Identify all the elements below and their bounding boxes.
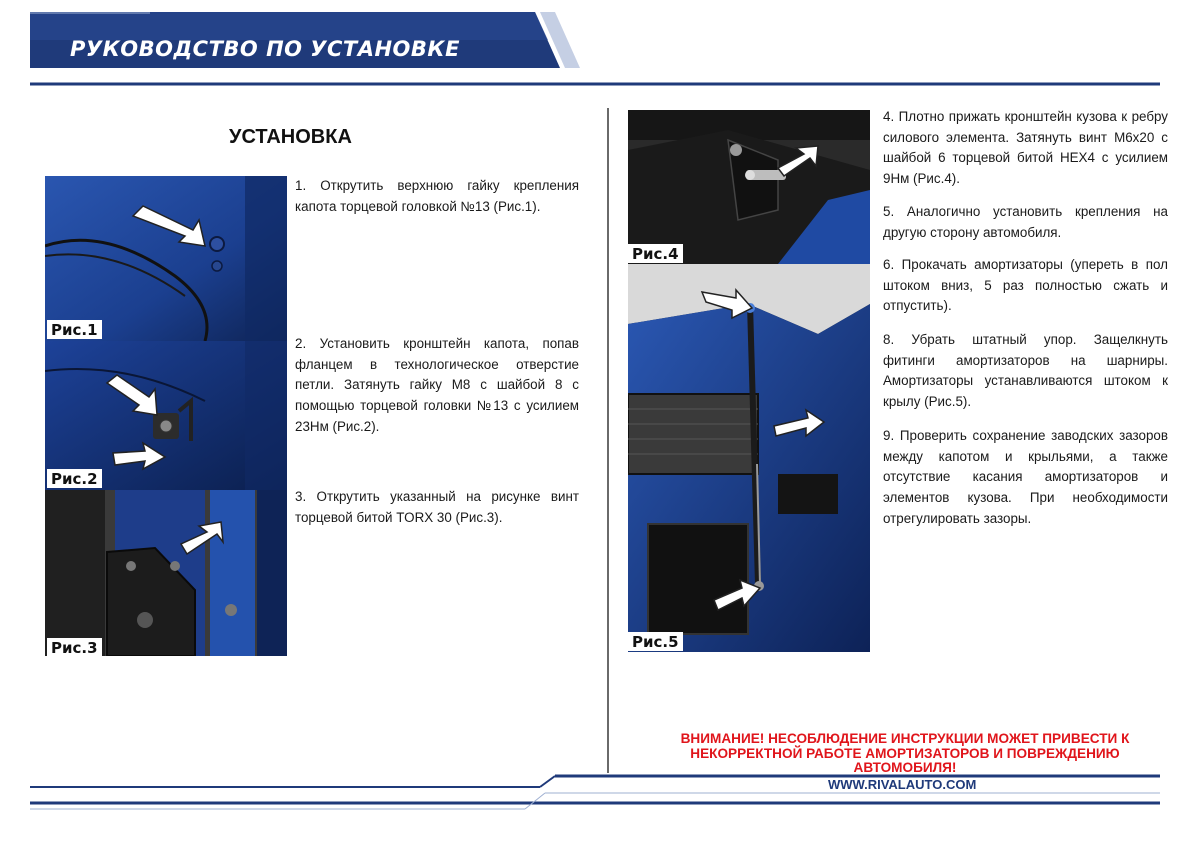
- warning-text: ВНИМАНИЕ! НЕСОБЛЮДЕНИЕ ИНСТРУКЦИИ МОЖЕТ ПРИВЕСТИ К НЕКОРРЕКТНОЙ РАБОТЕ АМОРТИЗАТОРОВ И ПОВРЕЖДЕНИЮ АВТОМОБИЛЯ!: [680, 731, 1130, 775]
- column-divider: [607, 108, 609, 773]
- step-2-text: 2. Установить кронштейн капота, попав фланцем в технологическое отверстие петли. Затянуть гайку М8 с шайбой 8 с помощью торцевой головки №13 с усилием 23Нм (Рис.2).: [295, 336, 579, 434]
- step-3-text: 3. Открутить указанный на рисунке винт торцевой битой TORX 30 (Рис.3).: [295, 489, 579, 525]
- step-8-text: 8. Убрать штатный упор. Защелкнуть фитинги амортизаторов на шарниры. Амортизаторы устанавливаются штоком к крылу (Рис.5).: [883, 332, 1168, 410]
- section-heading: УСТАНОВКА: [229, 126, 352, 148]
- step-6-text: 6. Прокачать амортизаторы (упереть в пол штоком вниз, 5 раз полностью сжать и отпустить).: [883, 257, 1168, 314]
- figure-5-label: Рис.5: [628, 632, 683, 651]
- figure-3-photo: [45, 490, 287, 656]
- footer-decoration: [0, 765, 1200, 835]
- step-5-text: 5. Аналогично установить крепления на другую сторону автомобиля.: [883, 204, 1168, 240]
- figure-2-photo: [45, 341, 287, 490]
- step-1-text: 1. Открутить верхнюю гайку крепления капота торцевой головкой №13 (Рис.1).: [295, 178, 579, 214]
- figure-1-label: Рис.1: [47, 320, 102, 339]
- figure-3-label: Рис.3: [47, 638, 102, 656]
- page-title: РУКОВОДСТВО ПО УСТАНОВКЕ: [70, 37, 460, 61]
- figure-4-photo: [628, 110, 870, 264]
- figure-1-photo: [45, 176, 287, 341]
- figure-5-photo: [628, 264, 870, 652]
- website-link[interactable]: WWW.RIVALAUTO.COM: [828, 777, 977, 792]
- figure-2-label: Рис.2: [47, 469, 102, 488]
- figure-4-label: Рис.4: [628, 244, 683, 263]
- step-4-text: 4. Плотно прижать кронштейн кузова к ребру силового элемента. Затянуть винт М6х20 с шайбой 6 торцевой битой HEX4 с усилием 9Нм (Рис.4).: [883, 109, 1168, 187]
- step-9-text: 9. Проверить сохранение заводских зазоров между капотом и крыльями, а также отсутствие касания амортизаторов и элементов кузова. При необходимости отрегулировать зазоры.: [883, 428, 1168, 526]
